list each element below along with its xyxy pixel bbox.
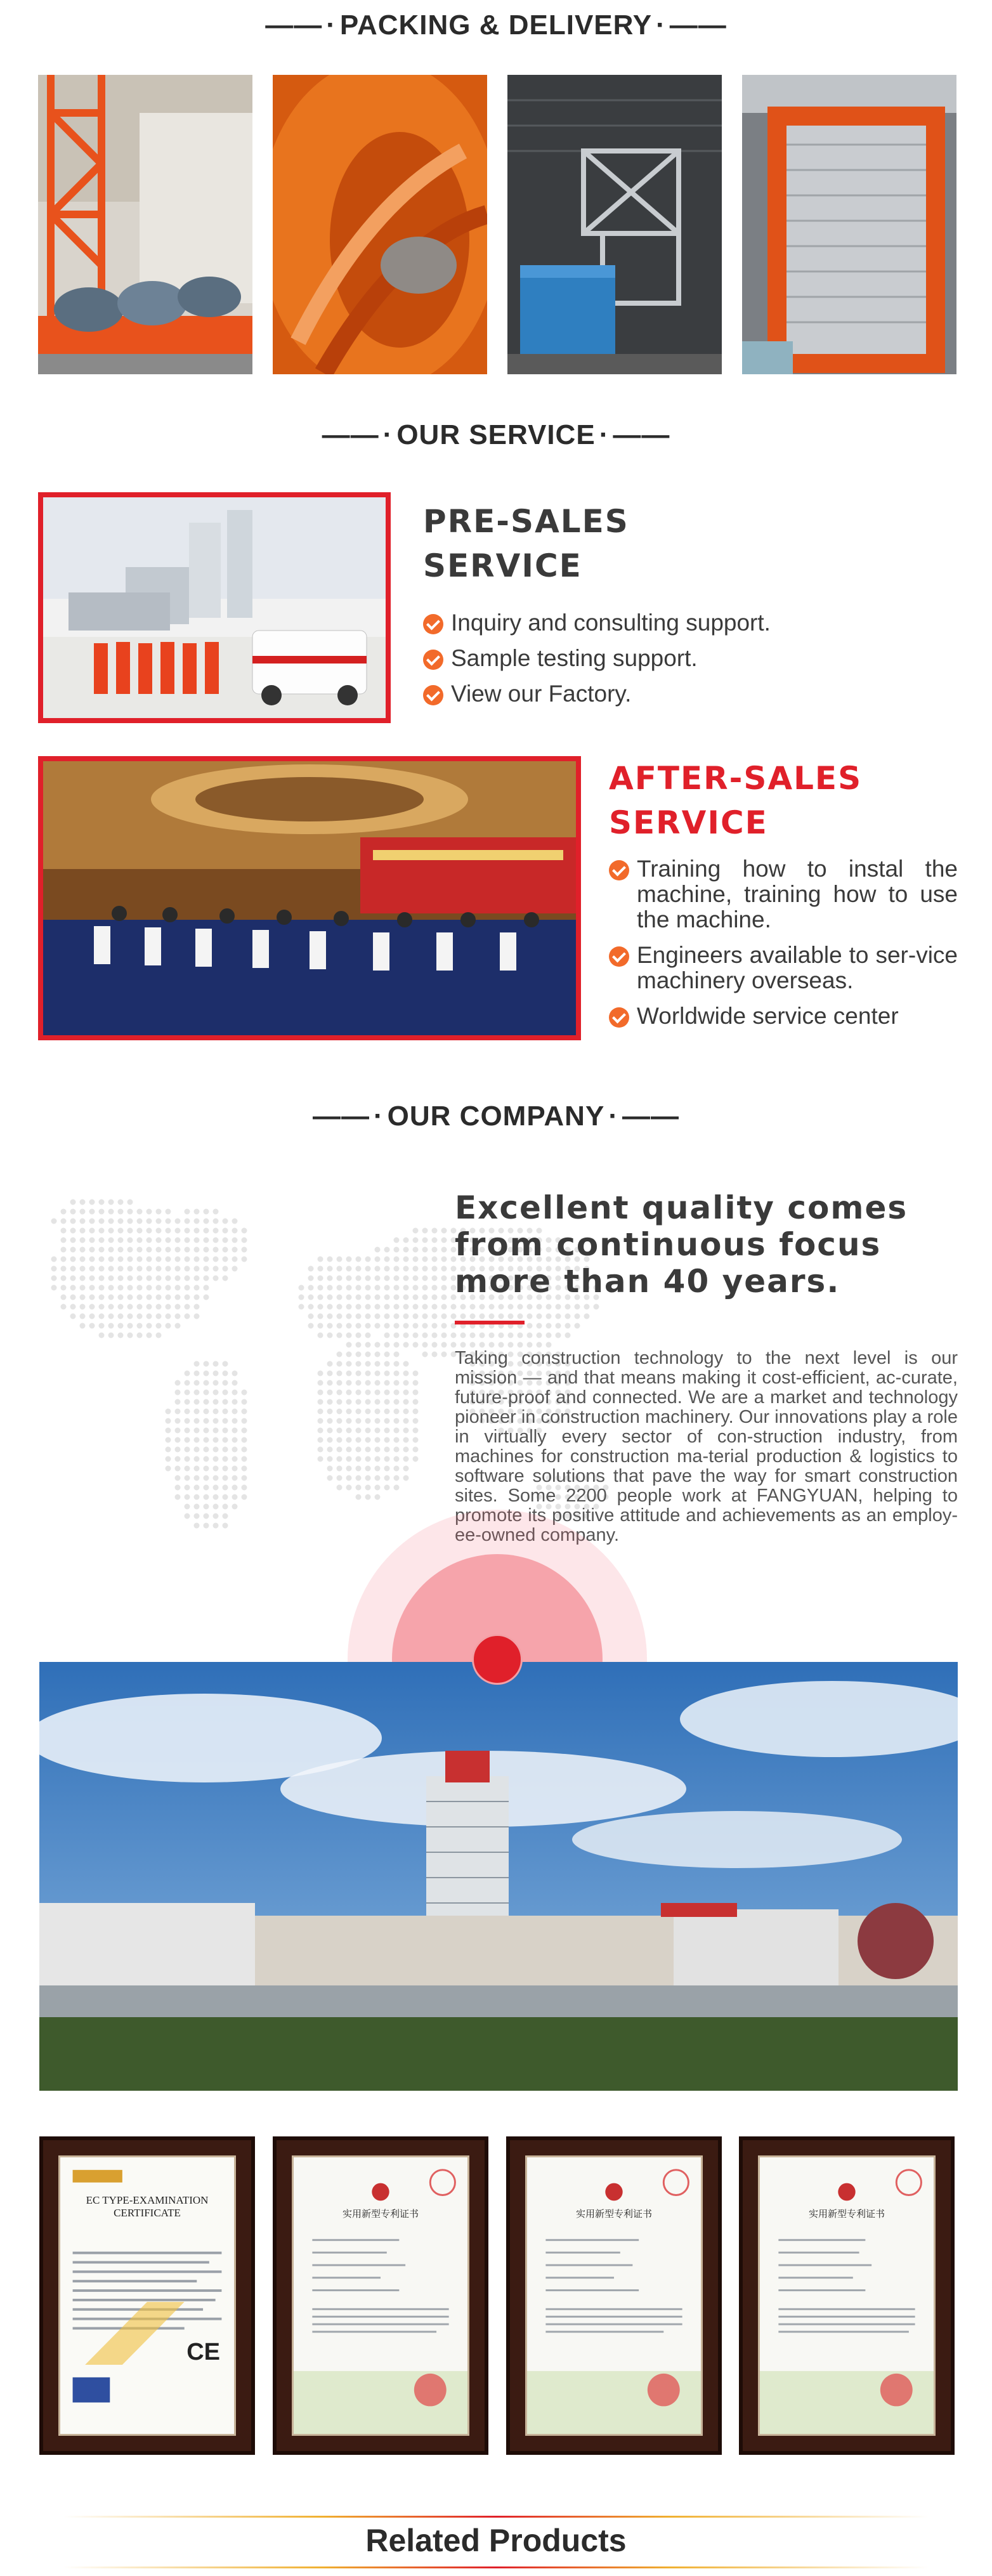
service-title-text: OUR SERVICE	[396, 419, 596, 450]
check-icon	[609, 946, 629, 967]
list-item-text: Worldwide service center	[637, 1003, 899, 1029]
list-item-text: Engineers available to ser-vice machinery overseas.	[637, 942, 958, 993]
pulse-center-dot	[472, 1634, 523, 1685]
patent-certificate-title: 实用新型专利证书	[808, 2208, 885, 2220]
packing-photo-mast-sections	[38, 75, 252, 374]
after-sales-heading-line2: SERVICE	[609, 804, 768, 841]
title-dot-left: ·	[374, 1101, 384, 1132]
company-heading-line1: Excellent quality comes	[455, 1189, 908, 1226]
heading-underline	[455, 1321, 525, 1324]
title-dash-left: ——	[265, 10, 323, 41]
check-icon	[423, 650, 443, 670]
after-sales-list	[609, 856, 958, 1039]
list-item-text: View our Factory.	[451, 681, 632, 707]
certificate-ce	[39, 2136, 255, 2455]
list-item	[609, 1004, 958, 1029]
service-section-title	[0, 416, 992, 454]
company-heading	[455, 1189, 962, 1300]
list-item-text: Training how to instal the machine, training how to use the machine.	[637, 856, 958, 932]
check-icon	[423, 685, 443, 705]
title-dash-right: ——	[622, 1101, 679, 1132]
pre-sales-heading-line2: SERVICE	[423, 547, 582, 584]
certificate-patent-paper	[525, 2155, 703, 2436]
after-sales-photo	[38, 756, 581, 1040]
certificate-patent-3	[739, 2136, 955, 2455]
pre-sales-photo	[38, 492, 391, 723]
ce-certificate-header2: CERTIFICATE	[114, 2207, 181, 2219]
list-item	[423, 681, 930, 707]
title-dot-left: ·	[326, 10, 336, 41]
check-icon	[423, 614, 443, 634]
after-sales-heading-line1: AFTER-SALES	[609, 760, 863, 797]
pre-sales-list	[423, 610, 930, 717]
title-dot-right: ·	[608, 1101, 618, 1132]
title-dot-right: ·	[656, 10, 666, 41]
after-sales-heading	[609, 756, 862, 845]
patent-certificate-title: 实用新型专利证书	[342, 2208, 419, 2220]
title-dash-right: ——	[669, 10, 727, 41]
certificate-patent-1	[273, 2136, 488, 2455]
title-dash-left: ——	[313, 1101, 370, 1132]
packing-section-title	[0, 6, 992, 44]
title-dot-right: ·	[599, 419, 610, 450]
ce-mark: CE	[186, 2339, 220, 2365]
company-section-title	[0, 1097, 992, 1135]
title-dash-right: ——	[613, 419, 670, 450]
company-heading-line3: more than 40 years.	[455, 1263, 840, 1300]
list-item-text: Inquiry and consulting support.	[451, 610, 771, 636]
ce-certificate-header: EC TYPE-EXAMINATION	[86, 2194, 209, 2206]
certificate-patent-2	[506, 2136, 722, 2455]
list-item	[609, 943, 958, 993]
pre-sales-heading	[423, 499, 629, 588]
check-icon	[609, 860, 629, 880]
packing-title-text: PACKING & DELIVERY	[339, 10, 653, 41]
title-dash-left: ——	[322, 419, 379, 450]
list-item	[423, 610, 930, 636]
packing-photo-container-loading	[507, 75, 722, 374]
check-icon	[609, 1007, 629, 1028]
title-dot-left: ·	[382, 419, 393, 450]
company-title-text: OUR COMPANY	[387, 1101, 605, 1132]
certificate-patent-paper	[292, 2155, 469, 2436]
certificate-ce-paper	[58, 2155, 236, 2436]
certificate-patent-paper	[758, 2155, 936, 2436]
list-item	[423, 646, 930, 671]
company-description: Taking construction technology to the next level is our mission — and that means making it cost-efficient, ac-curate, future-proof and connected. We are a market and technology pioneer in construction machinery. Our innovations play a role in virtually every sector of con-struction industry, from machines for construction ma-terial production & logistics to software solutions that pave the way for smart construction sites. Some 2200 people work at FANGYUAN, helping to promote its positive attitude and achievements as an employ-ee-owned company.	[455, 1348, 958, 1545]
patent-certificate-title: 实用新型专利证书	[575, 2208, 652, 2220]
packing-photo-cage-container	[742, 75, 956, 374]
related-products-title: Related Products	[365, 2523, 627, 2558]
list-item-text: Sample testing support.	[451, 645, 698, 671]
related-divider-bottom	[63, 2566, 929, 2568]
headquarters-photo	[39, 1662, 958, 2091]
list-item	[609, 856, 958, 932]
pre-sales-heading-line1: PRE-SALES	[423, 503, 629, 540]
packing-photo-orange-drum	[273, 75, 487, 374]
company-heading-line2: from continuous focus	[455, 1226, 882, 1263]
